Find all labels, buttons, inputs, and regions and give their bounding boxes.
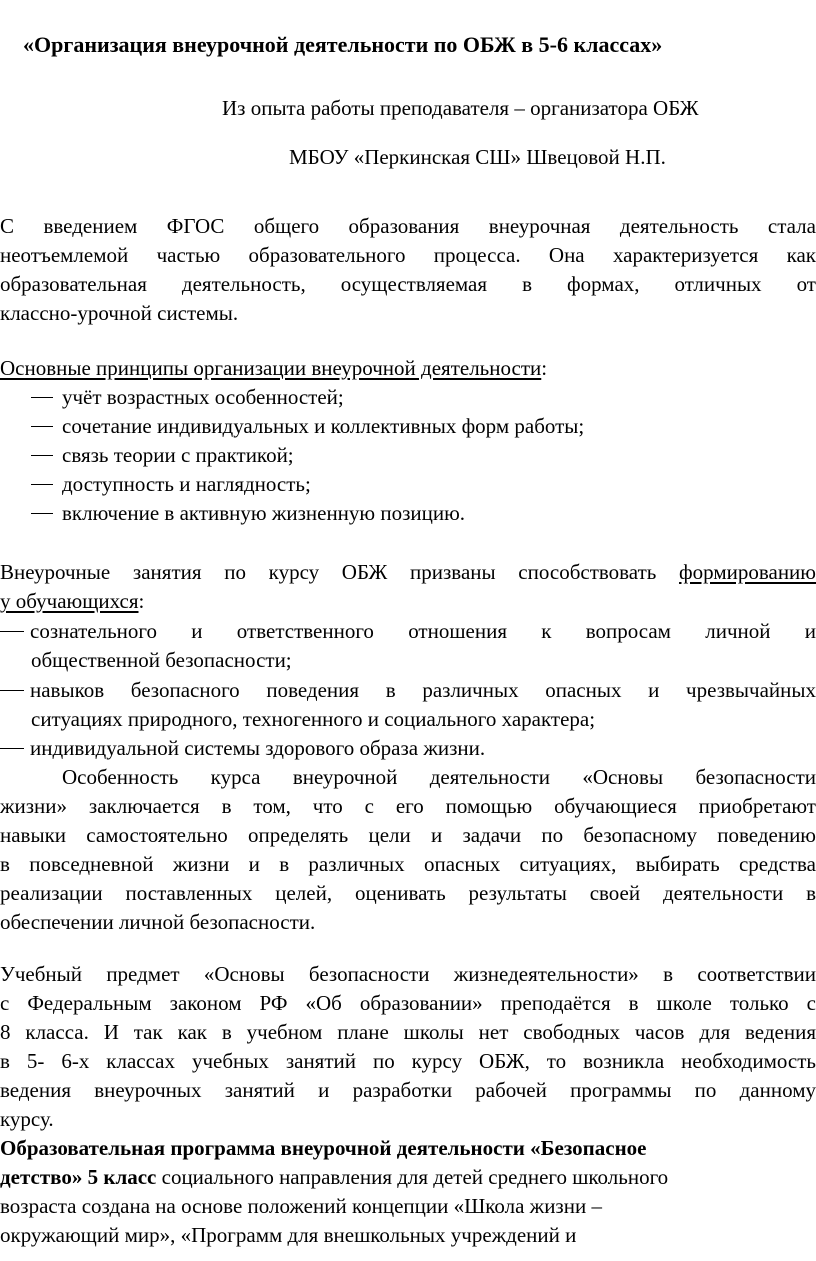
goals-intro-line-2	[0, 587, 816, 616]
dash-icon	[31, 484, 53, 485]
principle-text: сочетание индивидуальных и коллективных форм работы;	[62, 414, 585, 438]
principle-item	[31, 470, 816, 499]
goals-intro-underlined: формированию	[679, 560, 816, 584]
program-line-3: возраста создана на основе положений концепции «Школа жизни –	[0, 1194, 602, 1218]
goal-item-2-line-1	[0, 676, 816, 705]
goal-text: навыков безопасного поведения в различных опасных и чрезвычайных	[30, 678, 816, 702]
subject-line-1: Учебный предмет «Основы безопасности жизнедеятельности» в соответствии	[0, 962, 816, 986]
goal-item-1-line-2: общественной безопасности;	[31, 648, 292, 672]
dash-icon	[31, 397, 53, 398]
program-bold-text: детство» 5 класс	[0, 1165, 157, 1189]
subject-line-2: с Федеральным законом РФ «Об образовании» преподаётся в школе только с	[0, 991, 816, 1015]
goal-item-2-line-2: ситуациях природного, техногенного и социального характера;	[31, 707, 596, 731]
dash-icon	[31, 455, 53, 456]
dash-icon	[31, 426, 53, 427]
principle-text: связь теории с практикой;	[62, 443, 294, 467]
principles-heading	[0, 354, 816, 383]
principles-heading-colon: :	[541, 356, 548, 380]
feature-line-6: обеспечении личной безопасности.	[0, 910, 316, 934]
principle-item	[31, 441, 816, 470]
goals-intro-underlined-2: у обучающихся	[0, 589, 139, 613]
goal-text: индивидуальной системы здорового образа жизни.	[30, 736, 486, 760]
principle-item	[31, 499, 816, 528]
dash-icon	[0, 748, 24, 749]
program-line-4: окружающий мир», «Программ для внешкольных учреждений и	[0, 1223, 577, 1247]
principle-item	[31, 383, 816, 412]
subject-line-6: курсу.	[0, 1107, 54, 1131]
author-line-1: Из опыта работы преподавателя – организатора ОБЖ	[222, 96, 699, 120]
intro-line-2: неотъемлемой частью образовательного процесса. Она характеризуется как	[0, 243, 816, 267]
subject-line-5: ведения внеурочных занятий и разработки рабочей программы по данному	[0, 1078, 816, 1102]
document-title: «Организация внеурочной деятельности по ОБЖ в 5-6 классах»	[23, 32, 663, 57]
intro-line-1: С введением ФГОС общего образования внеурочная деятельность стала	[0, 214, 816, 238]
program-text: социального направления для детей среднего школьного	[156, 1165, 669, 1189]
goals-intro-text: Внеурочные занятия по курсу ОБЖ призваны способствовать	[0, 560, 680, 584]
feature-line-1: Особенность курса внеурочной деятельности «Основы безопасности	[62, 765, 816, 789]
goal-item-1-line-1	[0, 617, 816, 646]
principle-text: включение в активную жизненную позицию.	[62, 501, 466, 525]
intro-line-3: образовательная деятельность, осуществляемая в формах, отличных от	[0, 272, 816, 296]
intro-line-4: классно-урочной системы.	[0, 301, 239, 325]
goal-text: сознательного и ответственного отношения к вопросам личной и	[30, 619, 816, 643]
feature-line-2: жизни» заключается в том, что с его помощью обучающиеся приобретают	[0, 794, 816, 818]
dash-icon	[0, 690, 24, 691]
subject-line-4: в 5- 6-х классах учебных занятий по курсу ОБЖ, то возникла необходимость	[0, 1049, 816, 1073]
goals-intro-line-1	[0, 558, 816, 587]
goal-item-3-line-1	[0, 734, 816, 763]
principle-item	[31, 412, 816, 441]
feature-line-3: навыки самостоятельно определять цели и задачи по безопасному поведению	[0, 823, 816, 847]
program-line-1: Образовательная программа внеурочной деятельности «Безопасное	[0, 1136, 647, 1160]
program-line-2	[0, 1163, 790, 1192]
principle-text: доступность и наглядность;	[62, 472, 311, 496]
feature-line-4: в повседневной жизни и в различных опасных ситуациях, выбирать средства	[0, 852, 816, 876]
feature-line-5: реализации поставленных целей, оценивать результаты своей деятельности в	[0, 881, 816, 905]
principle-text: учёт возрастных особенностей;	[62, 385, 344, 409]
goals-intro-colon: :	[138, 589, 145, 613]
dash-icon	[0, 631, 24, 632]
dash-icon	[31, 513, 53, 514]
subject-line-3: 8 класса. И так как в учебном плане школы нет свободных часов для ведения	[0, 1020, 816, 1044]
principles-heading-text: Основные принципы организации внеурочной деятельности	[0, 356, 542, 380]
author-line-2: МБОУ «Перкинская СШ» Швецовой Н.П.	[289, 145, 666, 169]
